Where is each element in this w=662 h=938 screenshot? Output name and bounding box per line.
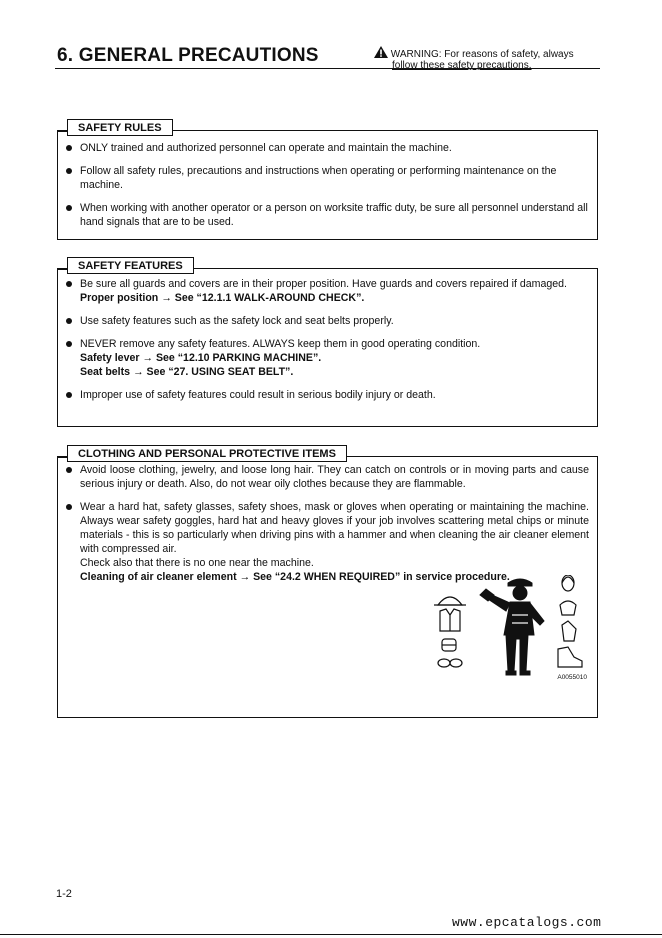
- figure-code: A0055010: [557, 674, 587, 681]
- page-bottom-rule: [0, 934, 662, 935]
- bullet-icon: [66, 205, 72, 211]
- ppe-illustration: [428, 575, 593, 685]
- item-text: Be sure all guards and covers are in their proper position. Have guards and covers repaired if damaged.: [80, 278, 567, 290]
- page-title: 6. GENERAL PRECAUTIONS: [57, 45, 319, 66]
- bullet-icon: [66, 467, 72, 473]
- list-item: [66, 314, 589, 328]
- cross-reference: Cleaning of air cleaner element → See “24.2 WHEN REQUIRED” in service procedure.: [80, 571, 510, 583]
- warning-text-line1: WARNING: For reasons of safety, always: [390, 49, 574, 60]
- section-heading: SAFETY FEATURES: [67, 257, 194, 274]
- item-text: Use safety features such as the safety lock and seat belts properly.: [80, 315, 394, 327]
- page-number: 1-2: [56, 888, 72, 900]
- mask-icon: [560, 601, 576, 615]
- cross-reference: Safety lever → See “12.10 PARKING MACHINE”.: [80, 352, 322, 364]
- list-item: [66, 388, 589, 402]
- warning-note: [374, 46, 574, 71]
- item-text: When working with another operator or a person on worksite traffic duty, be sure all personnel understand all hand signals that are to be used.: [80, 202, 588, 228]
- operator-ppe-figure: [428, 575, 593, 685]
- list-item: [66, 463, 589, 491]
- safety-boots-icon: [558, 647, 582, 667]
- gloves-icon: [562, 621, 576, 641]
- section-heading: CLOTHING AND PERSONAL PROTECTIVE ITEMS: [67, 445, 347, 462]
- item-text: Follow all safety rules, precautions and instructions when operating or performing maintenance on the machine.: [80, 165, 557, 191]
- protective-items-box: [57, 448, 598, 718]
- list-item: [66, 277, 589, 305]
- hard-hat-icon: [434, 597, 466, 605]
- bullet-icon: [66, 392, 72, 398]
- safety-rules-box: [57, 122, 598, 240]
- watermark-url[interactable]: www.epcatalogs.com: [452, 915, 602, 930]
- item-text: Wear a hard hat, safety glasses, safety shoes, mask or gloves when operating or maintaining the machine. Always wear safety goggles, hard hat and heavy gloves if your job involves scattering metal chips or minute materials - this is so particularly when driving pins with a hammer and when cleaning the air cleaner element with compressed air.: [80, 501, 589, 555]
- safety-features-box: [57, 260, 598, 427]
- bullet-icon: [66, 341, 72, 347]
- warning-triangle-icon: [374, 46, 388, 58]
- section-heading: SAFETY RULES: [67, 119, 173, 136]
- list-item: [66, 164, 589, 192]
- item-text: ONLY trained and authorized personnel can operate and maintain the machine.: [80, 142, 452, 154]
- item-text: Avoid loose clothing, jewelry, and loose long hair. They can catch on controls or in moving parts and cause serious injury or death. Also, do not wear oily clothes because they are flammable.: [80, 464, 589, 490]
- cross-reference: Proper position → See “12.1.1 WALK-AROUND CHECK”.: [80, 292, 365, 304]
- bullet-icon: [66, 145, 72, 151]
- cross-reference: Seat belts → See “27. USING SEAT BELT”.: [80, 366, 294, 378]
- ear-muffs-icon: [562, 575, 574, 591]
- list-item: [66, 141, 589, 155]
- bullet-icon: [66, 281, 72, 287]
- list-item: [66, 337, 589, 379]
- vest-icon: [440, 609, 460, 631]
- item-text: Improper use of safety features could result in serious bodily injury or death.: [80, 389, 436, 401]
- goggles-icon: [438, 659, 462, 667]
- bullet-icon: [66, 318, 72, 324]
- bullet-icon: [66, 504, 72, 510]
- item-text: Check also that there is no one near the machine.: [80, 557, 314, 569]
- glove-icon: [442, 639, 456, 651]
- list-item: [66, 500, 589, 584]
- list-item: [66, 201, 589, 229]
- worker-silhouette: [480, 579, 544, 675]
- bullet-icon: [66, 168, 72, 174]
- item-text: NEVER remove any safety features. ALWAYS keep them in good operating condition.: [80, 338, 481, 350]
- warning-text-line2: follow these safety precautions.: [392, 60, 532, 71]
